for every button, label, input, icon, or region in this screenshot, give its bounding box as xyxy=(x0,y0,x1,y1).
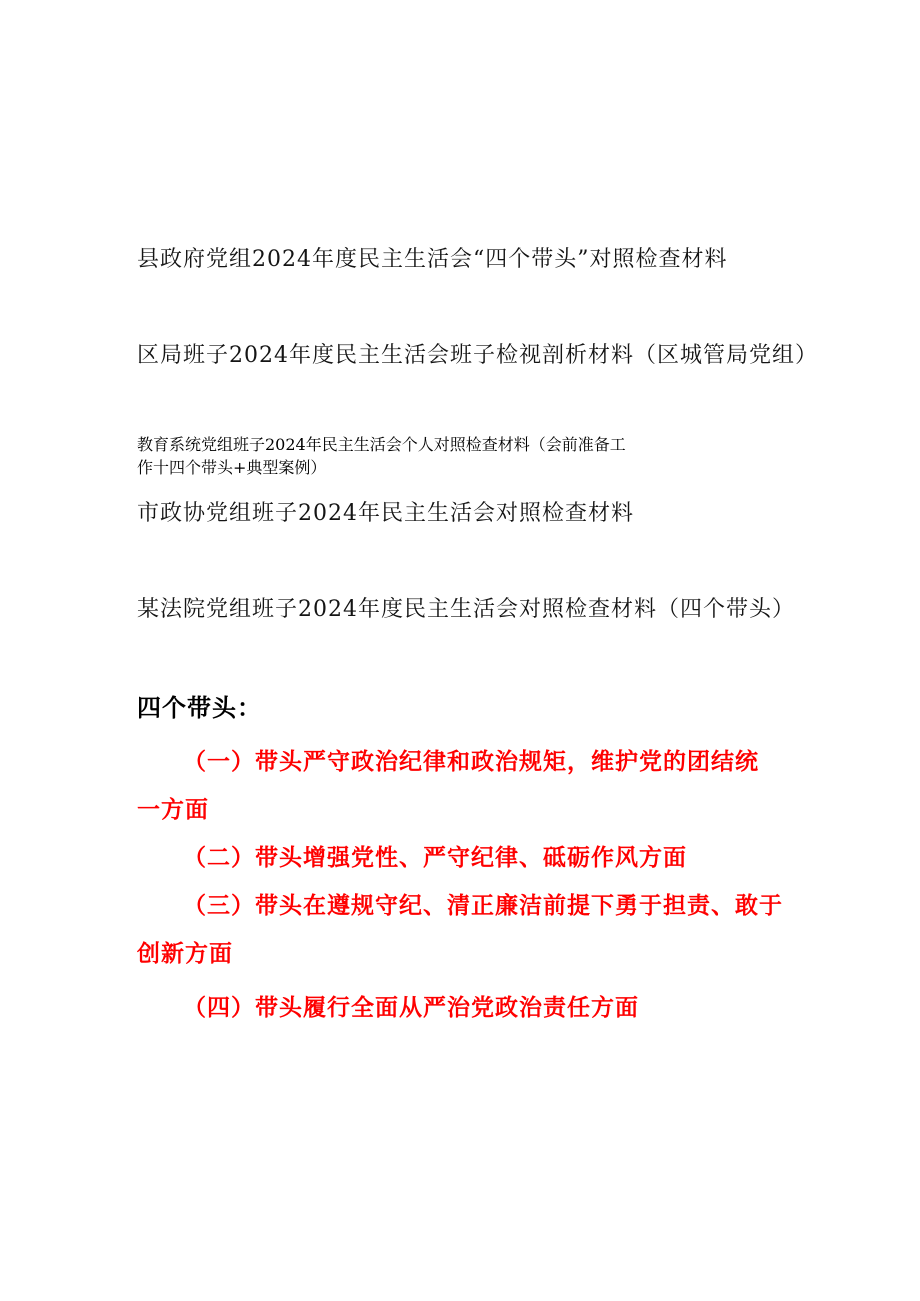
doc-title-line: 县政府党组2024年度民主生活会“四个带头”对照检查材料 xyxy=(137,247,728,272)
red-item-line: 一方面 xyxy=(137,796,209,823)
red-list-item xyxy=(137,882,797,978)
red-item-line: （一）带头严守政治纪律和政治规矩，维护党的团结统 xyxy=(183,748,759,775)
red-item-line: （四）带头履行全面从严治党政治责任方面 xyxy=(183,994,639,1021)
red-list-item xyxy=(137,834,797,882)
doc-title-line: 作十四个带头+典型案例） xyxy=(137,458,327,477)
doc-title-item xyxy=(137,336,818,376)
doc-title-item xyxy=(137,494,797,534)
doc-title-line: 教育系统党组班子2024年民主生活会个人对照检查材料（会前准备工 xyxy=(137,435,626,454)
red-item-line: 创新方面 xyxy=(137,940,233,967)
doc-title-line: 区局班子2024年度民主生活会班子检视剖析材料（区城管局党组） xyxy=(137,343,818,368)
doc-title-line: 市政协党组班子2024年民主生活会对照检查材料 xyxy=(137,501,634,526)
doc-title-item xyxy=(137,240,797,280)
doc-title-item xyxy=(137,590,797,630)
red-list-item xyxy=(137,984,797,1032)
doc-title-line: 某法院党组班子2024年度民主生活会对照检查材料（四个带头） xyxy=(137,597,795,622)
red-item-line: （二）带头增强党性、严守纪律、砥砺作风方面 xyxy=(183,844,687,871)
section-heading: 四个带头： xyxy=(137,693,262,722)
red-item-line: （三）带头在遵规守纪、清正廉洁前提下勇于担责、敢于 xyxy=(183,892,783,919)
red-list-item xyxy=(137,738,797,834)
document-content xyxy=(137,240,818,1032)
